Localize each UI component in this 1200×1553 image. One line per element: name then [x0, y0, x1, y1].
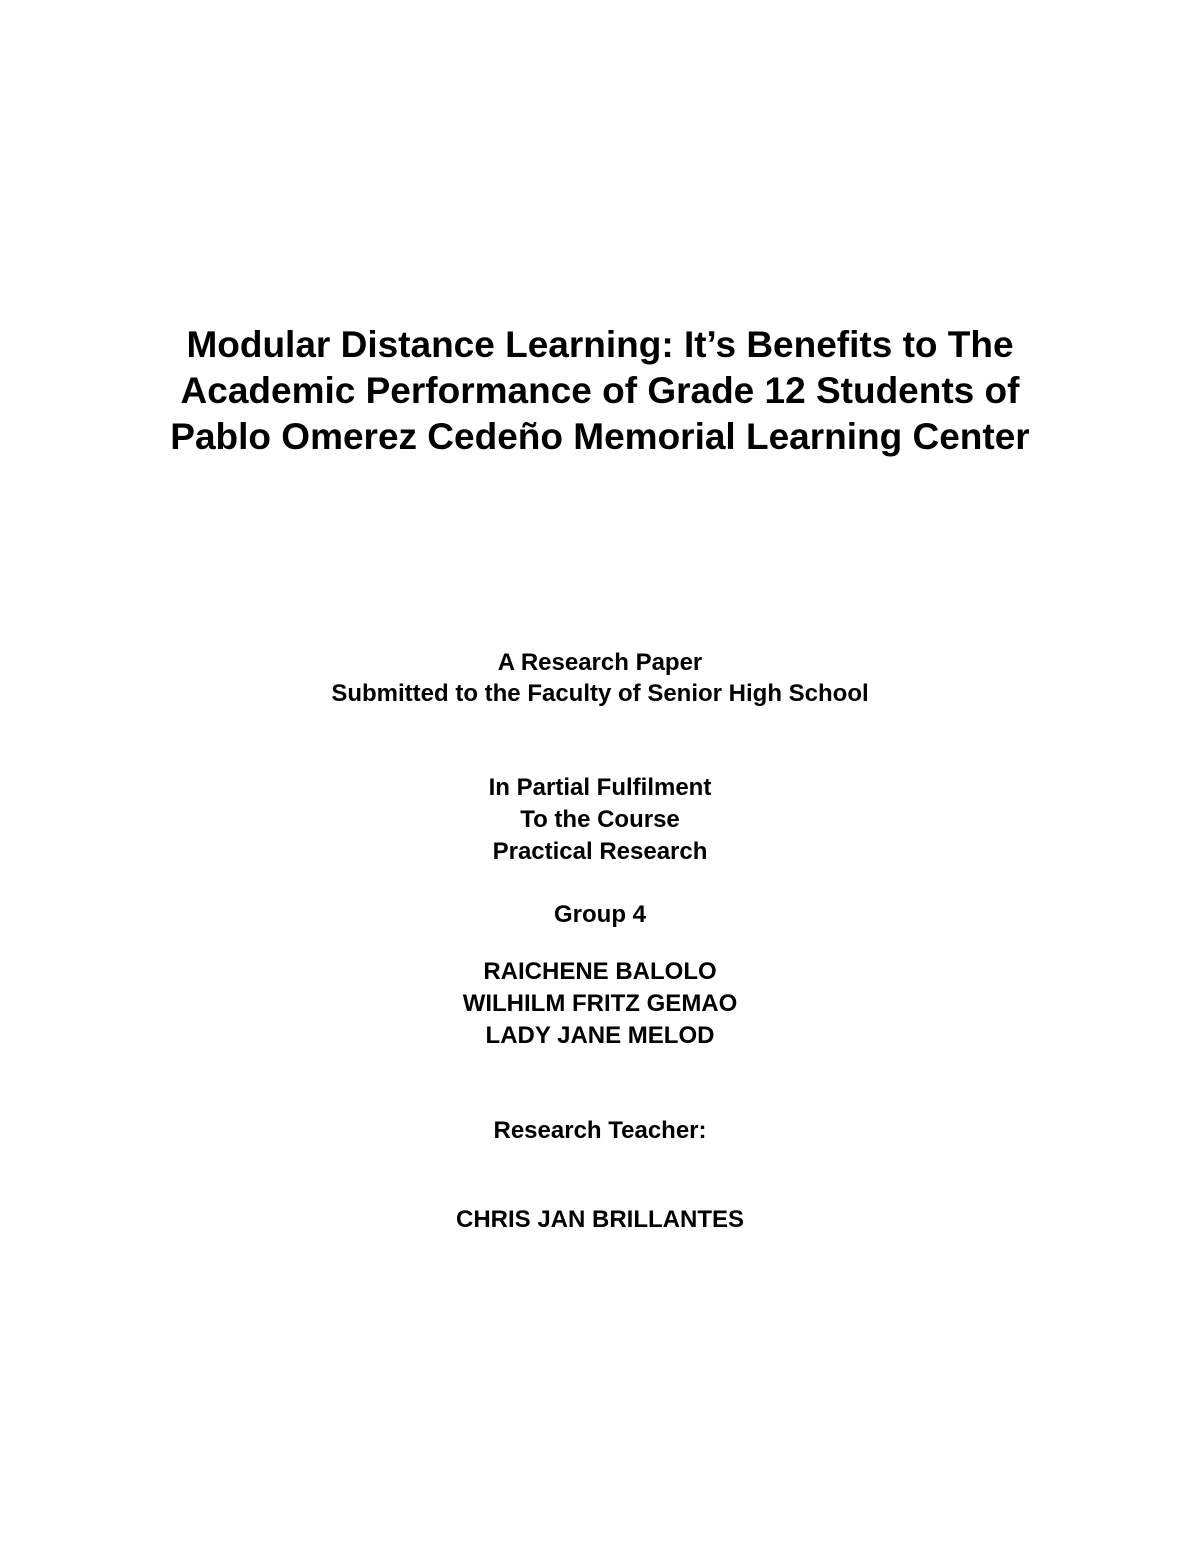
course-line: To the Course: [520, 806, 680, 833]
group-label: Group 4: [553, 901, 646, 928]
member-name: LADY JANE MELOD: [485, 1022, 715, 1049]
title-line-2: Academic Performance of Grade 12 Students of: [180, 370, 1020, 411]
fulfilment-line: In Partial Fulfilment: [488, 774, 712, 801]
course-name: Practical Research: [492, 838, 708, 865]
submitted-to: Submitted to the Faculty of Senior High School: [331, 680, 869, 707]
member-name: WILHILM FRITZ GEMAO: [462, 990, 738, 1017]
title-line-1: Modular Distance Learning: It’s Benefits to The: [186, 324, 1014, 365]
teacher-name: CHRIS JAN BRILLANTES: [455, 1206, 744, 1233]
title-line-3: Pablo Omerez Cedeño Memorial Learning Center: [170, 416, 1030, 457]
member-name: RAICHENE BALOLO: [483, 958, 717, 985]
teacher-label: Research Teacher:: [493, 1117, 707, 1144]
paper-type: A Research Paper: [497, 649, 703, 676]
